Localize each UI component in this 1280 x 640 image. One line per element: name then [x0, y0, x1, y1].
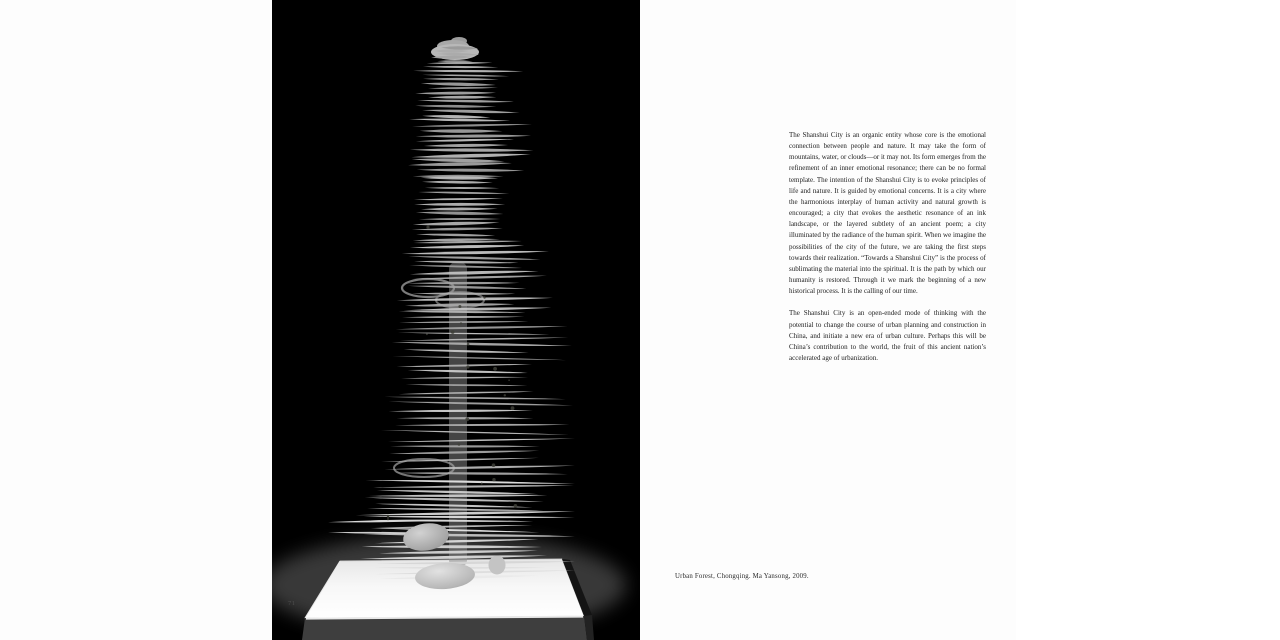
photo-caption: Urban Forest, Chongqing. Ma Yansong, 2009. [675, 573, 809, 580]
page-number: 71 [288, 600, 296, 607]
photo-page [272, 0, 640, 640]
essay-paragraph: The Shanshui City is an organic entity whose core is the emotional connection between people and nature. It may take the form of mountains, water, or clouds—or it may not. Its form emerges from the refinement of an inner emotional resonance; there can be no formal template. The intention of the Shanshui City is to evoke principles of life and nature. It is guided by emotional concerns. It is a city where the harmonious interplay of human activity and natural growth is encouraged; a city that evokes the aesthetic resonance of an ink landscape, or the layered subtlety of an ancient poem; a city illuminated by the radiance of the human spirit. When we imagine the possibilities of the city of the future, we are taking the first steps towards their realization. “Towards a Shanshui City” is the process of sublimating the material into the spiritual. It is the path by which our humanity is restored. Through it we mark the beginning of a new historical process. It is the calling of our time. [789, 131, 986, 296]
essay-paragraph: The Shanshui City is an open-ended mode of thinking with the potential to change the course of urban planning and construction in China, and initiate a new era of urban culture. Perhaps this will be China’s contribution to the world, the fruit of this ancient nation’s accelerated age of urbanization. [789, 309, 986, 362]
essay-text-block [789, 130, 986, 364]
urban-forest-model-photo [272, 0, 640, 640]
